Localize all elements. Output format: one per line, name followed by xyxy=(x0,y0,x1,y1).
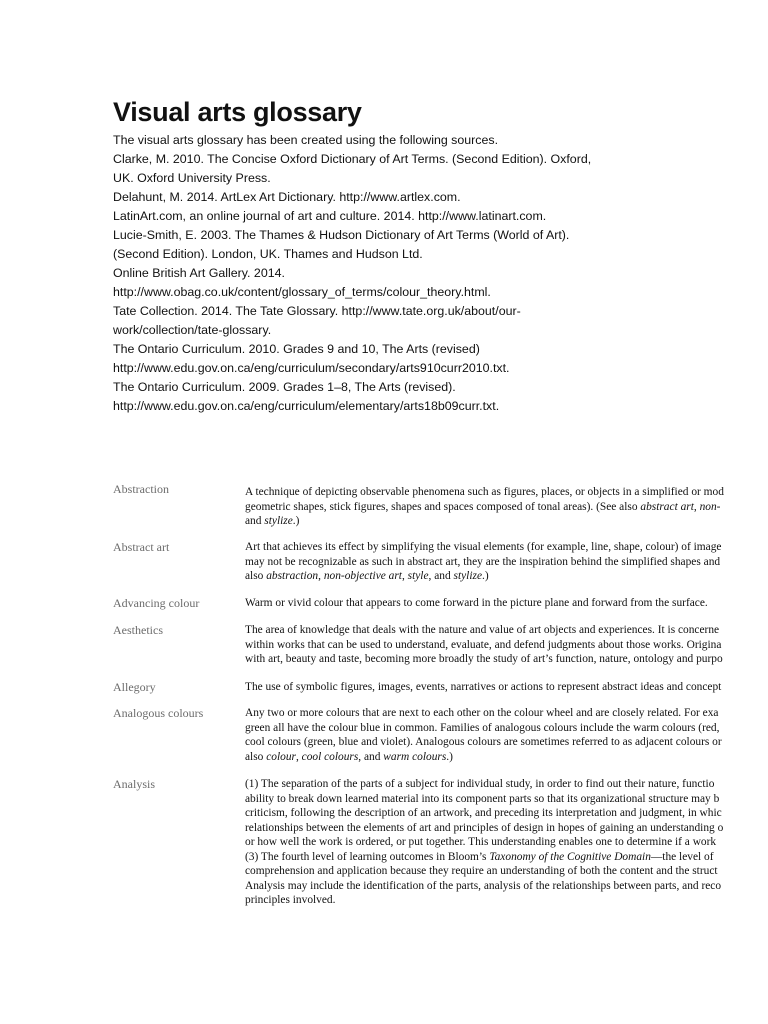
definition-text: relationships between the elements of art and principles of design in hopes of gaining an understanding o xyxy=(245,821,724,834)
source-line: The Ontario Curriculum. 2009. Grades 1–8, The Arts (revised). xyxy=(113,380,456,394)
definition-text: Any two or more colours that are next to each other on the colour wheel and are closely related. For exa xyxy=(245,707,719,719)
definition-line xyxy=(245,680,768,695)
definition-text: may not be recognizable as such in abstract art, they are the inspiration behind the simplified shapes and xyxy=(245,555,721,568)
italic-term: abstraction xyxy=(266,570,319,582)
definition-text: green all have the colour blue in common. Families of analogous colours include the warm colours (red, xyxy=(245,721,720,734)
definition-text: Art that achieves its effect by simplifying the visual elements (for example, line, shape, colour) of image xyxy=(245,541,722,553)
glossary-definition xyxy=(245,596,768,611)
definition-text: , xyxy=(401,570,408,582)
source-line: http://www.edu.gov.on.ca/eng/curriculum/elementary/arts18b09curr.txt. xyxy=(113,399,500,413)
glossary-definition xyxy=(245,680,768,695)
definition-line xyxy=(245,652,768,667)
definition-text: (3) The fourth level of learning outcomes in Bloom’s xyxy=(245,850,490,863)
glossary-term: Abstract art xyxy=(113,540,170,554)
definition-text: within works that can be used to understand, evaluate, and defend judgments about those works. Origina xyxy=(245,638,722,651)
definition-line xyxy=(245,555,768,570)
definition-line xyxy=(245,735,768,750)
definition-text: , xyxy=(318,570,324,582)
italic-term: cool colours xyxy=(301,750,359,763)
glossary-term: Aesthetics xyxy=(113,623,163,637)
definition-text: , xyxy=(295,750,302,763)
glossary-definition xyxy=(245,540,768,584)
definition-text: (1) The separation of the parts of a subject for individual study, in order to find out their nature, functio xyxy=(245,778,715,790)
glossary-definition xyxy=(245,485,768,529)
definition-line xyxy=(245,485,768,500)
source-line: Online British Art Gallery. 2014. xyxy=(113,266,285,280)
definition-line xyxy=(245,638,768,653)
italic-term: non- xyxy=(699,500,721,513)
definition-line xyxy=(245,623,768,638)
source-line: The visual arts glossary has been created using the following sources. xyxy=(113,133,499,147)
definition-line xyxy=(245,569,768,584)
definition-text: or how well the work is ordered, or put together. This understanding enables one to determine if a work xyxy=(245,836,717,848)
glossary-definition xyxy=(245,777,768,908)
definition-text: and xyxy=(245,515,265,527)
italic-term: style xyxy=(407,570,429,582)
definition-text: comprehension and application because they require an understanding of both the content and the struct xyxy=(245,865,718,877)
definition-line xyxy=(245,893,768,908)
source-line: Tate Collection. 2014. The Tate Glossary. http://www.tate.org.uk/about/our- xyxy=(113,304,521,318)
definition-text: The area of knowledge that deals with the nature and value of art objects and experiences. It is concerne xyxy=(245,624,720,636)
definition-line xyxy=(245,500,768,515)
italic-term: stylize xyxy=(453,570,483,582)
definition-line xyxy=(245,850,768,865)
italic-term: stylize xyxy=(264,515,293,527)
definition-line xyxy=(245,835,768,850)
definition-line xyxy=(245,721,768,736)
definition-text: , xyxy=(693,500,700,513)
source-line: Lucie-Smith, E. 2003. The Thames & Hudson Dictionary of Art Terms (World of Art). xyxy=(113,228,570,242)
definition-text: A technique of depicting observable phenomena such as figures, places, or objects in a simplified or mod xyxy=(245,486,724,498)
definition-line xyxy=(245,750,768,765)
definition-text: criticism, following the description of an artwork, and preceding its interpretation and judgment, in whic xyxy=(245,807,722,819)
definition-line xyxy=(245,792,768,807)
definition-text: ability to break down learned material into its component parts so that its organizational structure may b xyxy=(245,792,720,805)
source-line: http://www.edu.gov.on.ca/eng/curriculum/secondary/arts910curr2010.txt. xyxy=(113,361,510,375)
source-line: The Ontario Curriculum. 2010. Grades 9 and 10, The Arts (revised) xyxy=(113,342,480,356)
definition-text: The use of symbolic figures, images, events, narratives or actions to represent abstract ideas and concept xyxy=(245,681,722,693)
definition-line xyxy=(245,777,768,792)
italic-term: non-objective art xyxy=(323,570,402,582)
definition-text: —the level of xyxy=(650,850,714,863)
italic-term: colour xyxy=(266,750,296,763)
definition-line xyxy=(245,706,768,721)
definition-text: with art, beauty and taste, becoming more broadly the study of art’s function, nature, ontology and purpo xyxy=(245,653,723,665)
source-line: Delahunt, M. 2014. ArtLex Art Dictionary. http://www.artlex.com. xyxy=(113,190,461,204)
italic-term: warm colours xyxy=(383,750,447,763)
definition-text: Analysis may include the identification of the parts, analysis of the relationships between parts, and reco xyxy=(245,879,722,892)
source-line: work/collection/tate-glossary. xyxy=(113,323,272,337)
source-line: (Second Edition). London, UK. Thames and Hudson Ltd. xyxy=(113,247,423,261)
definition-line xyxy=(245,821,768,836)
definition-text: .) xyxy=(292,515,300,527)
glossary-definition xyxy=(245,623,768,667)
glossary-term: Advancing colour xyxy=(113,596,200,610)
definition-text: principles involved. xyxy=(245,894,336,906)
definition-text: geometric shapes, stick figures, shapes and spaces composed of tonal areas). (See also xyxy=(245,500,641,513)
definition-text: , and xyxy=(358,750,384,763)
glossary-definition xyxy=(245,706,768,764)
page-title: Visual arts glossary xyxy=(113,97,362,127)
definition-line xyxy=(245,879,768,894)
source-line: http://www.obag.co.uk/content/glossary_of_terms/colour_theory.html. xyxy=(113,285,491,299)
definition-line xyxy=(245,540,768,555)
source-line: LatinArt.com, an online journal of art and culture. 2014. http://www.latinart.com. xyxy=(113,209,547,223)
glossary-term: Analogous colours xyxy=(113,706,204,720)
italic-term: Taxonomy of the Cognitive Domain xyxy=(489,850,651,863)
definition-text: .) xyxy=(482,570,489,582)
definition-text: also xyxy=(245,750,267,763)
definition-text: Warm or vivid colour that appears to come forward in the picture plane and forward from the surface. xyxy=(245,597,708,609)
glossary-table xyxy=(113,0,768,1024)
source-line: Clarke, M. 2010. The Concise Oxford Dictionary of Art Terms. (Second Edition). Oxford, xyxy=(113,152,592,166)
definition-line xyxy=(245,596,768,611)
glossary-term: Allegory xyxy=(113,680,156,694)
definition-line xyxy=(245,864,768,879)
definition-line xyxy=(245,806,768,821)
italic-term: abstract art xyxy=(640,500,694,513)
definition-text: cool colours (green, blue and violet). Analogous colours are sometimes referred to as adjacent colours or xyxy=(245,736,722,748)
definition-text: also xyxy=(245,570,267,582)
definition-text: .) xyxy=(446,750,453,763)
glossary-term: Abstraction xyxy=(113,482,169,496)
definition-text: , and xyxy=(428,570,454,582)
glossary-term: Analysis xyxy=(113,777,155,791)
source-line: UK. Oxford University Press. xyxy=(113,171,271,185)
definition-line xyxy=(245,514,768,529)
